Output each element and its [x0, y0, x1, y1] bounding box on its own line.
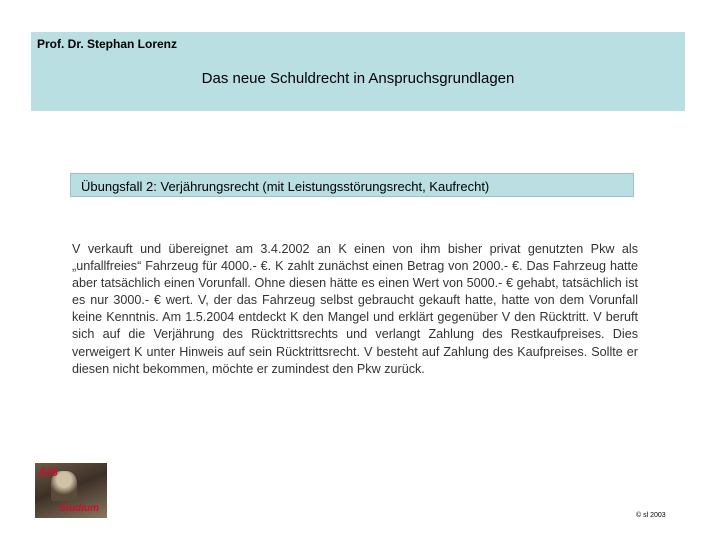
logo-text-bottom: Studium	[59, 503, 99, 514]
exercise-title-box	[70, 173, 634, 197]
header-banner	[31, 32, 685, 111]
copyright-notice: © sl 2003	[636, 512, 666, 519]
author-name: Prof. Dr. Stephan Lorenz	[37, 37, 178, 51]
exercise-title: Übungsfall 2: Verjährungsrecht (mit Leistungsstörungsrecht, Kaufrecht)	[81, 179, 490, 194]
exercise-text: V verkauft und übereignet am 3.4.2002 an K einen von ihm bisher privat genutzten Pkw als „unfallfreies“ Fahrzeug für 4000.- €. K zahlt zunächst einen Betrag von 2000.- €. Das Fahrzeug hatte aber tatsächlich einen Vorunfall. Ohne diesen hätte es einen Wert von 5000.- € gehabt, tatsächlich ist es nur 3000.- € wert. V, der das Fahrzeug selbst gebraucht gekauft hatte, hatte von dem Vorunfall keine Kenntnis. Am 1.5.2004 entdeckt K den Mangel und erklärt gegenüber V den Rücktritt. V beruft sich auf die Verjährung des Rücktrittsrechts und verlangt Zahlung des Restkaufpreises. Dies verweigert K unter Hinweis auf sein Rücktrittsrecht. V besteht auf Zahlung des Kaufpreises. Sollte er diesen nicht bekommen, möchte er zumindest den Pkw zurück.	[72, 242, 638, 376]
logo-image	[35, 463, 107, 518]
logo-text-top: AIS	[38, 465, 59, 479]
page-title: Das neue Schuldrecht in Anspruchsgrundlagen	[201, 70, 515, 87]
